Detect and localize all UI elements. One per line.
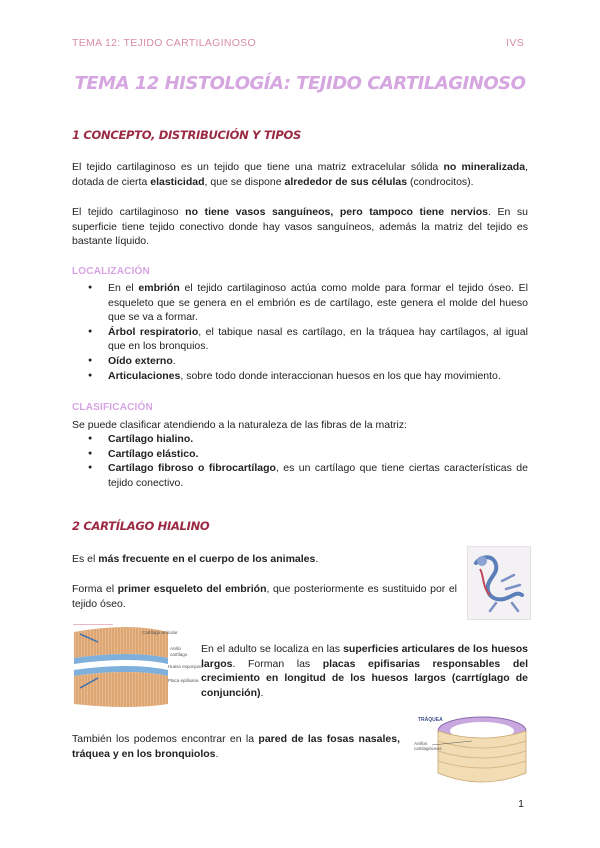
page-title: TEMA 12 HISTOLOGÍA: TEJIDO CARTILAGINOSO <box>74 73 526 94</box>
section-heading-concepto: 1 CONCEPTO, DISTRIBUCIÓN Y TIPOS <box>72 128 301 142</box>
joint-illustration <box>70 628 203 706</box>
list-item: ● Cartílago fibroso o fibrocartílago, es un cartílago que tiene ciertas características de tejido conectivo. <box>72 461 528 490</box>
trachea-illustration <box>410 709 530 787</box>
embryo-skeleton-illustration <box>468 547 530 619</box>
subheading-clasificacion: CLASIFICACIÓN <box>72 402 153 413</box>
list-item: ● Cartílago hialino. <box>72 432 528 447</box>
trachea-label-anillos: Anillos <box>414 741 428 746</box>
localizacion-list <box>72 281 528 383</box>
trachea-figure <box>410 709 530 787</box>
trachea-label-cartilaginosos: cartilaginosos <box>414 746 442 751</box>
paragraph-vascularization: El tejido cartilaginoso no tiene vasos sanguíneos, pero tampoco tiene nervios. En su superficie tiene tejido conectivo donde hay vasos sanguíneos, además la matriz del tejido es bastante líquido. <box>72 206 529 248</box>
paragraph-definition: El tejido cartilaginoso es un tejido que tiene una matriz extracelular sólida no mineralizada, dotada de cierta elasticidad, que se dispone alrededor de sus células (condrocitos). <box>72 161 528 188</box>
list-item: ● Árbol respiratorio, el tabique nasal es cartílago, en la tráquea hay cartílagos, al igual que en los bronquios. <box>72 325 528 354</box>
decorative-rule <box>73 624 113 625</box>
page-number: 1 <box>518 798 524 810</box>
subheading-localizacion: LOCALIZACIÓN <box>72 266 150 277</box>
joint-label-hueso: Hueso esponjoso <box>168 664 203 669</box>
paragraph-clasificacion-intro: Se puede clasificar atendiendo a la naturaleza de las fibras de la matriz: <box>72 419 408 431</box>
paragraph-adulto: En el adulto se localiza en las superficies articulares de los huesos largos. Forman las placas epifisarias responsables del crecimiento en longitud de los huesos largos (carrtíglago de conjunción). <box>201 643 528 699</box>
articular-cartilage-figure <box>70 628 203 706</box>
paragraph-embrion: Forma el primer esqueleto del embrión, que posteriormente es sustituido por el tejido óseo. <box>72 583 457 610</box>
list-item: ● En el embrión el tejido cartilaginoso actúa como molde para formar el tejido óseo. El esqueleto que se genera en el embrión es de cartílago, este genera el molde del hueso que se va a formar. <box>72 281 528 325</box>
joint-label-placa: Placa epifisaria <box>168 678 199 683</box>
section-heading-hialino: 2 CARTÍLAGO HIALINO <box>72 519 210 533</box>
list-item: ● Cartílago elástico. <box>72 447 528 462</box>
list-item: ● Articulaciones, sobre todo donde interaccionan huesos en los que hay movimiento. <box>72 369 528 384</box>
paragraph-frecuencia: Es el más frecuente en el cuerpo de los animales. <box>72 553 319 565</box>
joint-label-anillo: Anillo <box>170 646 182 651</box>
list-item: ● Oído externo. <box>72 354 528 369</box>
joint-label-articular: Cartílago articular <box>142 630 178 635</box>
running-header-author: IVS <box>506 37 524 49</box>
clasificacion-list <box>72 432 528 490</box>
joint-label-cartilago: cartílago <box>170 652 188 657</box>
trachea-label: TRÁQUEA <box>418 717 443 723</box>
running-header-title: TEMA 12: TEJIDO CARTILAGINOSO <box>72 37 256 49</box>
embryo-skeleton-image <box>467 546 531 620</box>
paragraph-fosas-nasales: También los podemos encontrar en la pared de las fosas nasales, tráquea y en los bronquiolos. <box>72 733 400 760</box>
